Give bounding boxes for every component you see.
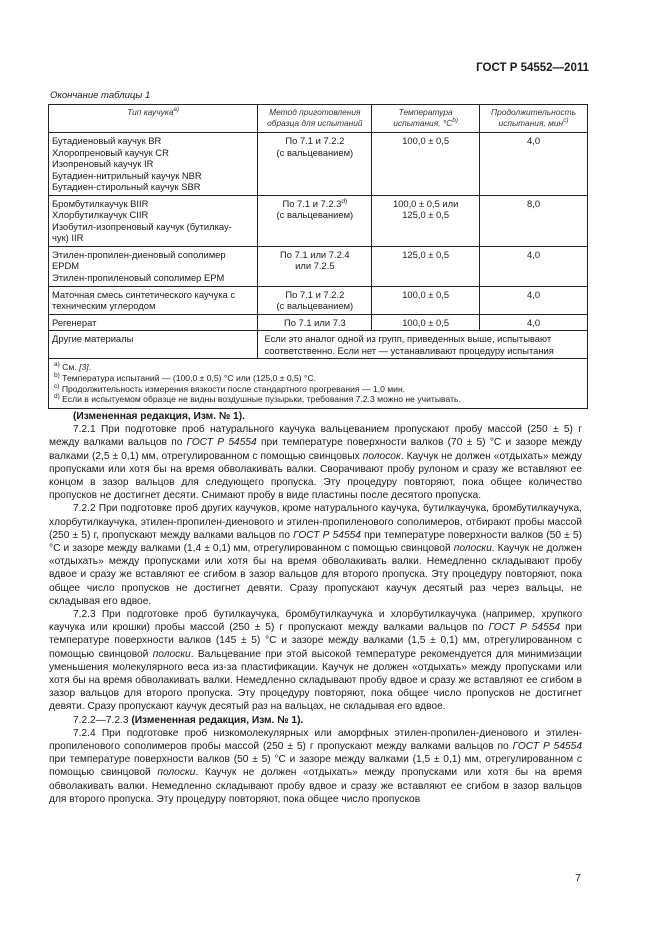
table-row (49, 195, 588, 246)
table-caption: Окончание таблицы 1 (50, 90, 151, 101)
method-cell: По 7.1 или 7.3 (258, 314, 372, 331)
rubber-test-table (48, 104, 588, 409)
standard-reference: ГОСТ Р 54554 (293, 529, 361, 541)
rubber-type-cell: Маточная смесь синтетического каучука с техническим углеродом (49, 286, 258, 314)
duration-cell: 4,0 (480, 133, 588, 196)
col-header-rubber-type: Тип каучука$^{а)}$ (49, 105, 258, 133)
table-row (49, 246, 588, 286)
col-header-temperature: Температура испытания, $^\circ С^{b)}$ (372, 105, 480, 133)
col-header-method: Метод приготовления образца для испытаний (258, 105, 372, 133)
footnote: $^{b)}$ Температура испытаний — (100,0 ± 0,5) °С или (125,0 ± 0,5) °С. (54, 371, 317, 383)
standard-reference: ГОСТ Р 54554 (512, 741, 583, 753)
temperature-cell: 100,0 ± 0,5 (372, 286, 480, 314)
standard-reference: ГОСТ Р 54554 (186, 437, 257, 449)
temperature-cell: 100,0 ± 0,5 (372, 314, 480, 331)
footnote: $^{c)}$ Продолжительность измерения вязкости после стандартного прогревания — 1,0 мин. (54, 382, 406, 394)
table-header-row (49, 105, 588, 133)
temperature-cell: 100,0 ± 0,5 (372, 133, 480, 196)
other-materials-note: Если это аналог одной из групп, приведенных выше, испытывают соответственно. Если нет — устанавливают процедуру испытания (258, 331, 588, 359)
col-header-duration: Продолжительность испытания, мин$^{c)}$ (480, 105, 588, 133)
standard-reference: ГОСТ Р 54554 (488, 622, 561, 634)
amendment-note-2: 7.2.2—7.2.3 (Измененная редакция, Изм. № 1). (73, 714, 304, 726)
duration-cell: 8,0 (480, 195, 588, 246)
duration-cell: 4,0 (480, 314, 588, 331)
temperature-cell: 100,0 ± 0,5 или 125,0 ± 0,5 (372, 195, 480, 246)
temperature-cell: 125,0 ± 0,5 (372, 246, 480, 286)
page-number: 7 (575, 872, 581, 884)
rubber-type-cell: Регенерат (49, 314, 258, 331)
amendment-note: (Измененная редакция, Изм. № 1). (73, 411, 245, 422)
paragraph-7-2-3: 7.2.3 При подготовке проб бутилкаучука, бромбутилкаучука и хлорбутилкаучука (например, хрупкого каучука или крошки) пробы массой (250 ± 5) г пропускают между валками вальцов по ГОСТ Р 54554 при температуре поверхности валков (145 ± 5) °С и зазоре между валками (1,5 ± 0,1) мм, отрегулированном с помощью свинцовой полоски. Вальцевание при этой высокой температуре рекомендуется для минимизации уменьшения молекулярного веса из-за пластификации. Каучук не должен «отдыхать» между пропусками или хотя бы на время обволакивать валки. Немедленно складывают пробу вдвое и сразу же вставляют ее сгибом в зазор вальцов для второго пропуска. Эту процедуру повторяют, пока общее число пропусков не достигнет девяти. Сразу пропускают каучук десятый раз на вальцах, не складывая его вдвое. (49, 609, 582, 713)
table-footnotes-row (49, 359, 588, 409)
table-footnotes (49, 359, 588, 409)
table-row (49, 314, 588, 331)
table-row-other (49, 331, 588, 359)
table-row (49, 286, 588, 314)
footnote: $^{d)}$ Если в испытуемом образце не видны воздушные пузырьки, требования 7.2.3 можно не учитывать. (54, 393, 461, 405)
method-cell: По 7.1 и 7.2.3$^{d)}$ (с вальцеванием) (258, 195, 372, 246)
paragraph-7-2-1: 7.2.1 При подготовке проб натурального каучука вальцеванием пропускают пробу массой (250 ± 5) г между валками вальцов по ГОСТ Р 54554 при температуре поверхности валков (70 ± 5) °С и зазоре между валками (2,5 ± 0,1) мм, отрегулированном с помощью свинцовых полосок. Каучук не должен «отдыхать» между пропусками или хотя бы на время обволакивать валки. Сворачивают пробу рулоном и сразу же вставляют ее концом в зазор вальцов для следующего пропуска. Эту процедуру повторяют, пока общее количество пропусков не достигнет десяти. Снимают пробу в виде пластины после десятого пропуска. (49, 424, 582, 502)
rubber-type-cell: Бутадиеновый каучук BR Хлоропреновый каучук CR Изопреновый каучук IR Бутадиен-нитрильный каучук NBR Бутадиен-стирольный каучук SBR (49, 133, 258, 196)
body-text (49, 410, 582, 806)
duration-cell: 4,0 (480, 286, 588, 314)
paragraph-7-2-4: 7.2.4 При подготовке проб низкомолекулярных или аморфных этилен-пропилен-диенового и этилен-пропиленового сополимеров пробы массой (250 ± 5) г пропускают между валками вальцов по ГОСТ Р 54554 при температуре поверхности валков (50 ± 5) °С и зазоре между валками (1,5 ± 0,1) мм, отрегулированном с помощью свинцовой полоски. Каучук не должен «отдыхать» между пропусками или хотя бы на время обволакивать валки. Немедленно складывают пробу вдвое и сразу же вставляют ее сгибом в зазор вальцов для второго пропуска. Эту процедуру повторяют, пока общее число пропусков (49, 727, 583, 805)
method-cell: По 7.1 и 7.2.2 (с вальцеванием) (258, 133, 372, 196)
rubber-type-cell: Этилен-пропилен-диеновый сополимер EPDM Этилен-пропиленовый сополимер EPM (49, 246, 258, 286)
paragraph-7-2-2: 7.2.2 При подготовке проб других каучуков, кроме натурального каучука, бутилкаучука, бромбутилкаучука, хлорбутилкаучука, этилен-пропилен-диенового и этилен-пропиленового сополимеров, отбирают пробы массой (250 ± 5) г, пропускают между валками вальцов по ГОСТ Р 54554 при температуре поверхности валков (50 ± 5) °С и зазоре между валками (1,4 ± 0,1) мм, отрегулированном с помощью свинцовой полоски. Каучук не должен «отдыхать» между пропусками или хотя бы на время обволакивать валки. Немедленно складывают пробу вдвое и сразу же вставляют ее сгибом в зазор вальцов для второго пропуска. Эту процедуру повторяют, пока общее число пропусков не достигнет девяти. Сразу пропускают каучук десятый раз через вальцы, не складывая его вдвое. (49, 503, 582, 607)
rubber-type-cell: Бромбутилкаучук BIIR Хлорбутилкаучук CIIR Изобутил-изопреновый каучук (бутилкау- чук) IIR (49, 195, 258, 246)
rubber-type-cell: Другие материалы (49, 331, 258, 359)
document-id: ГОСТ Р 54552—2011 (476, 62, 589, 74)
duration-cell: 4,0 (480, 246, 588, 286)
table-row (49, 133, 588, 196)
method-cell: По 7.1 и 7.2.2 (с вальцеванием) (258, 286, 372, 314)
footnote: $^{a)}$ См. [3]. (54, 361, 92, 372)
method-cell: По 7.1 или 7.2.4 или 7.2.5 (258, 246, 372, 286)
